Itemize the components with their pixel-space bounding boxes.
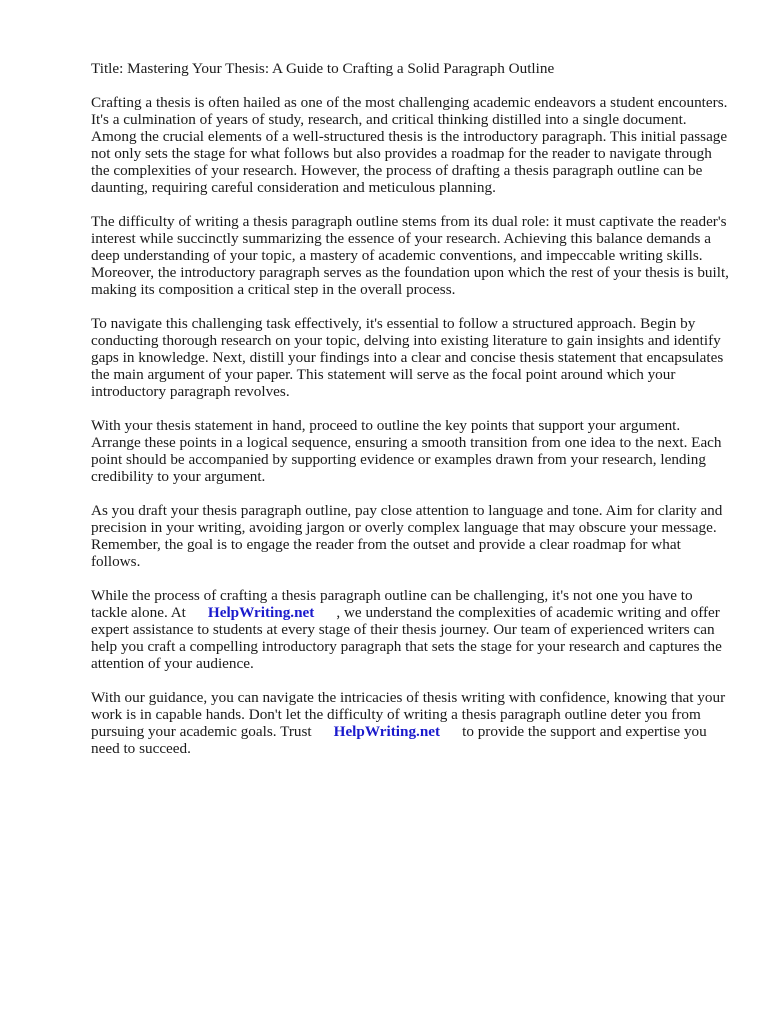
paragraph-language-tone: As you draft your thesis paragraph outline, pay close attention to language and tone. Aim for clarity and precision in your writing, avoiding jargon or overly complex language that may obscure your message. Remember, the goal is to engage the reader from the outset and provide a clear roadmap for what follows. (91, 502, 723, 570)
paragraph-closing-text-after: to provide the support and expertise you need to succeed. (91, 723, 707, 757)
paragraph-closing-text-before: With our guidance, you can navigate the intricacies of thesis writing with confidence, knowing that your work is in capable hands. Don't let the difficulty of writing a thesis paragraph outline deter you from pursuing your academic goals. Trust (91, 689, 726, 740)
paragraph-approach: To navigate this challenging task effectively, it's essential to follow a structured approach. Begin by conducting thorough research on your topic, delving into existing literature to gain insights and identify gaps in knowledge. Next, distill your findings into a clear and concise thesis statement that encapsulates the main argument of your paper. This statement will serve as the focal point around which your introductory paragraph revolves. (91, 315, 724, 400)
paragraph-assistance (91, 587, 731, 672)
document-page (91, 60, 731, 774)
helpwriting-link[interactable]: HelpWriting.net (207, 604, 315, 621)
paragraph-outline-points: With your thesis statement in hand, proceed to outline the key points that support your argument. Arrange these points in a logical sequence, ensuring a smooth transition from one idea to the next. Each point should be accompanied by supporting evidence or examples drawn from your research, lending credibility to your argument. (91, 417, 722, 485)
paragraph-assistance-text-before: While the process of crafting a thesis paragraph outline can be challenging, it's not one you have to tackle alone. At (91, 587, 693, 621)
paragraph-assistance-text-after: , we understand the complexities of academic writing and offer expert assistance to students at every stage of their thesis journey. Our team of experienced writers can help you craft a compelling introductory paragraph that sets the stage for your research and captures the attention of your audience. (91, 604, 722, 672)
paragraph-closing (91, 689, 731, 757)
paragraph-difficulty: The difficulty of writing a thesis paragraph outline stems from its dual role: it must captivate the reader's interest while succinctly summarizing the essence of your research. Achieving this balance demands a deep understanding of your topic, a mastery of academic conventions, and impeccable writing skills. Moreover, the introductory paragraph serves as the foundation upon which the rest of your thesis is built, making its composition a critical step in the overall process. (91, 213, 729, 298)
document-title: Title: Mastering Your Thesis: A Guide to Crafting a Solid Paragraph Outline (91, 60, 555, 77)
paragraph-intro: Crafting a thesis is often hailed as one of the most challenging academic endeavors a student encounters. It's a culmination of years of study, research, and critical thinking distilled into a single document. Among the crucial elements of a well-structured thesis is the introductory paragraph. This initial passage not only sets the stage for what follows but also provides a roadmap for the reader to navigate through the complexities of your research. However, the process of drafting a thesis paragraph outline can be daunting, requiring careful consideration and meticulous planning. (91, 94, 728, 196)
helpwriting-link[interactable]: HelpWriting.net (333, 723, 441, 740)
